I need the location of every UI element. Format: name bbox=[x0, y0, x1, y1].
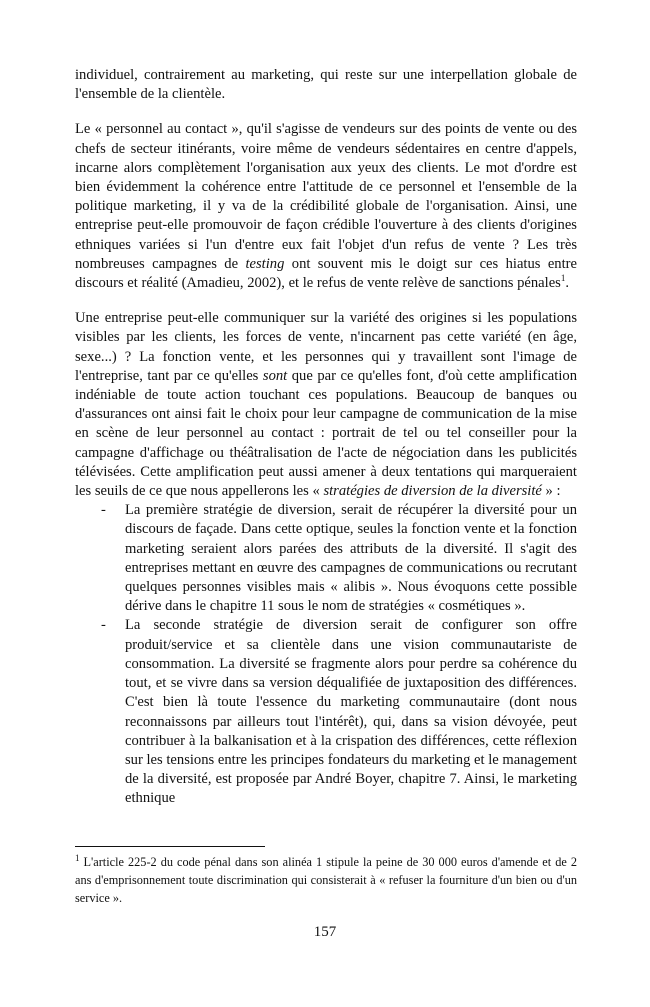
strategy-list bbox=[75, 501, 577, 808]
list-item bbox=[75, 501, 577, 616]
footnote-text: L'article 225-2 du code pénal dans son alinéa 1 stipule la peine de 30 000 euros d'amende et de 2 ans d'emprisonnement toute discrimination qui consisterait à « refuser la fourniture d'un bien ou d'un service ». bbox=[75, 855, 577, 905]
list-item-text: La première stratégie de diversion, serait de récupérer la diversité pour un discours de façade. Dans cette optique, seules la fonction vente et la fonction marketing seraient alors parées des attributs de la diversité. Il s'agit des entreprises mettant en œuvre des campagnes de communications ou recrutant quelques personnes visibles mais « alibis ». Nous évoquons cette possible dérive dans le chapitre 11 sous le nom de stratégies « cosmétiques ». bbox=[125, 502, 577, 615]
footnote-divider bbox=[75, 846, 265, 847]
page-number: 157 bbox=[313, 924, 337, 940]
list-item bbox=[75, 616, 577, 808]
paragraph-communication: Une entreprise peut-elle communiquer sur la variété des origines si les populations visibles par les clients, les forces de vente, n'incarnent pas cette variété (en âge, sexe...) ? La fonction vente, et les personnes qui y travaillent sont l'image de l'entreprise, tant par ce qu'elles sont que par ce qu'elles font, d'où cette amplification indéniable de toute action touchant ces populations. Beaucoup de banques ou d'assurances ont ainsi fait le choix pour leur campagne de communication de la mise en scène de leur personnel au contact : portrait de tel ou tel conseiller pour la campagne d'affichage ou théâtralisation de l'acte de négociation dans les publicités télévisées. Cette amplification peut aussi amener à deux tentations qui marqueraient les seuils de ce que nous appellerons les « stratégies de diversion de la diversité » : bbox=[75, 310, 577, 500]
paragraph-continuation: individuel, contrairement au marketing, qui reste sur une interpellation globale de l'ensemble de la clientèle. bbox=[75, 67, 577, 103]
italic-term: testing bbox=[245, 255, 285, 272]
list-item-text: La seconde stratégie de diversion serait de configurer son offre produit/service et sa clientèle dans une vision communautariste de consommation. La diversité se fragmente alors pour perdre sa cohérence du tout, et se vivre dans sa version déqualifiée de juxtaposition des différences. C'est bien là toute l'essence du marketing communautaire (dont nous reconnaissons par ailleurs tout l'intérêt), qui, dans sa vision dévoyée, peut contribuer à la balkanisation et à la crispation des différences, cette réflexion sur les tensions entre les principes fondateurs du marketing et le management de la diversité, est proposée par André Boyer, chapitre 7. Ainsi, le marketing ethnique bbox=[125, 617, 577, 807]
italic-term: sont bbox=[262, 367, 288, 384]
dash-bullet: - bbox=[101, 502, 106, 519]
footnote-number: 1 bbox=[75, 852, 80, 863]
paragraph-personnel-contact: Le « personnel au contact », qu'il s'agisse de vendeurs sur des points de vente ou des chefs de secteur itinérants, voire même de vendeurs sédentaires en centre d'appels, incarne alors complètement l'organisation aux yeux des clients. Le mot d'ordre est bien évidemment la cohérence entre l'attitude de ce personnel et l'ensemble de la politique marketing, il y va de la crédibilité globale de l'organisation. Ainsi, une entreprise peut-elle promouvoir de façon crédible l'ouverture à des clients d'origines ethniques variées si l'un d'entre eux fait l'objet d'un refus de vente ? Les très nombreuses campagnes de testing ont souvent mis le doigt sur ces hiatus entre discours et réalité (Amadieu, 2002), et le refus de vente relève de sanctions pénales$^1$. bbox=[75, 121, 577, 292]
body-text bbox=[75, 66, 577, 809]
footnote bbox=[75, 853, 577, 907]
dash-bullet: - bbox=[101, 617, 106, 634]
footnote-reference[interactable]: 1 bbox=[560, 273, 566, 284]
italic-term: stratégies de diversion de la diversité bbox=[323, 483, 542, 500]
